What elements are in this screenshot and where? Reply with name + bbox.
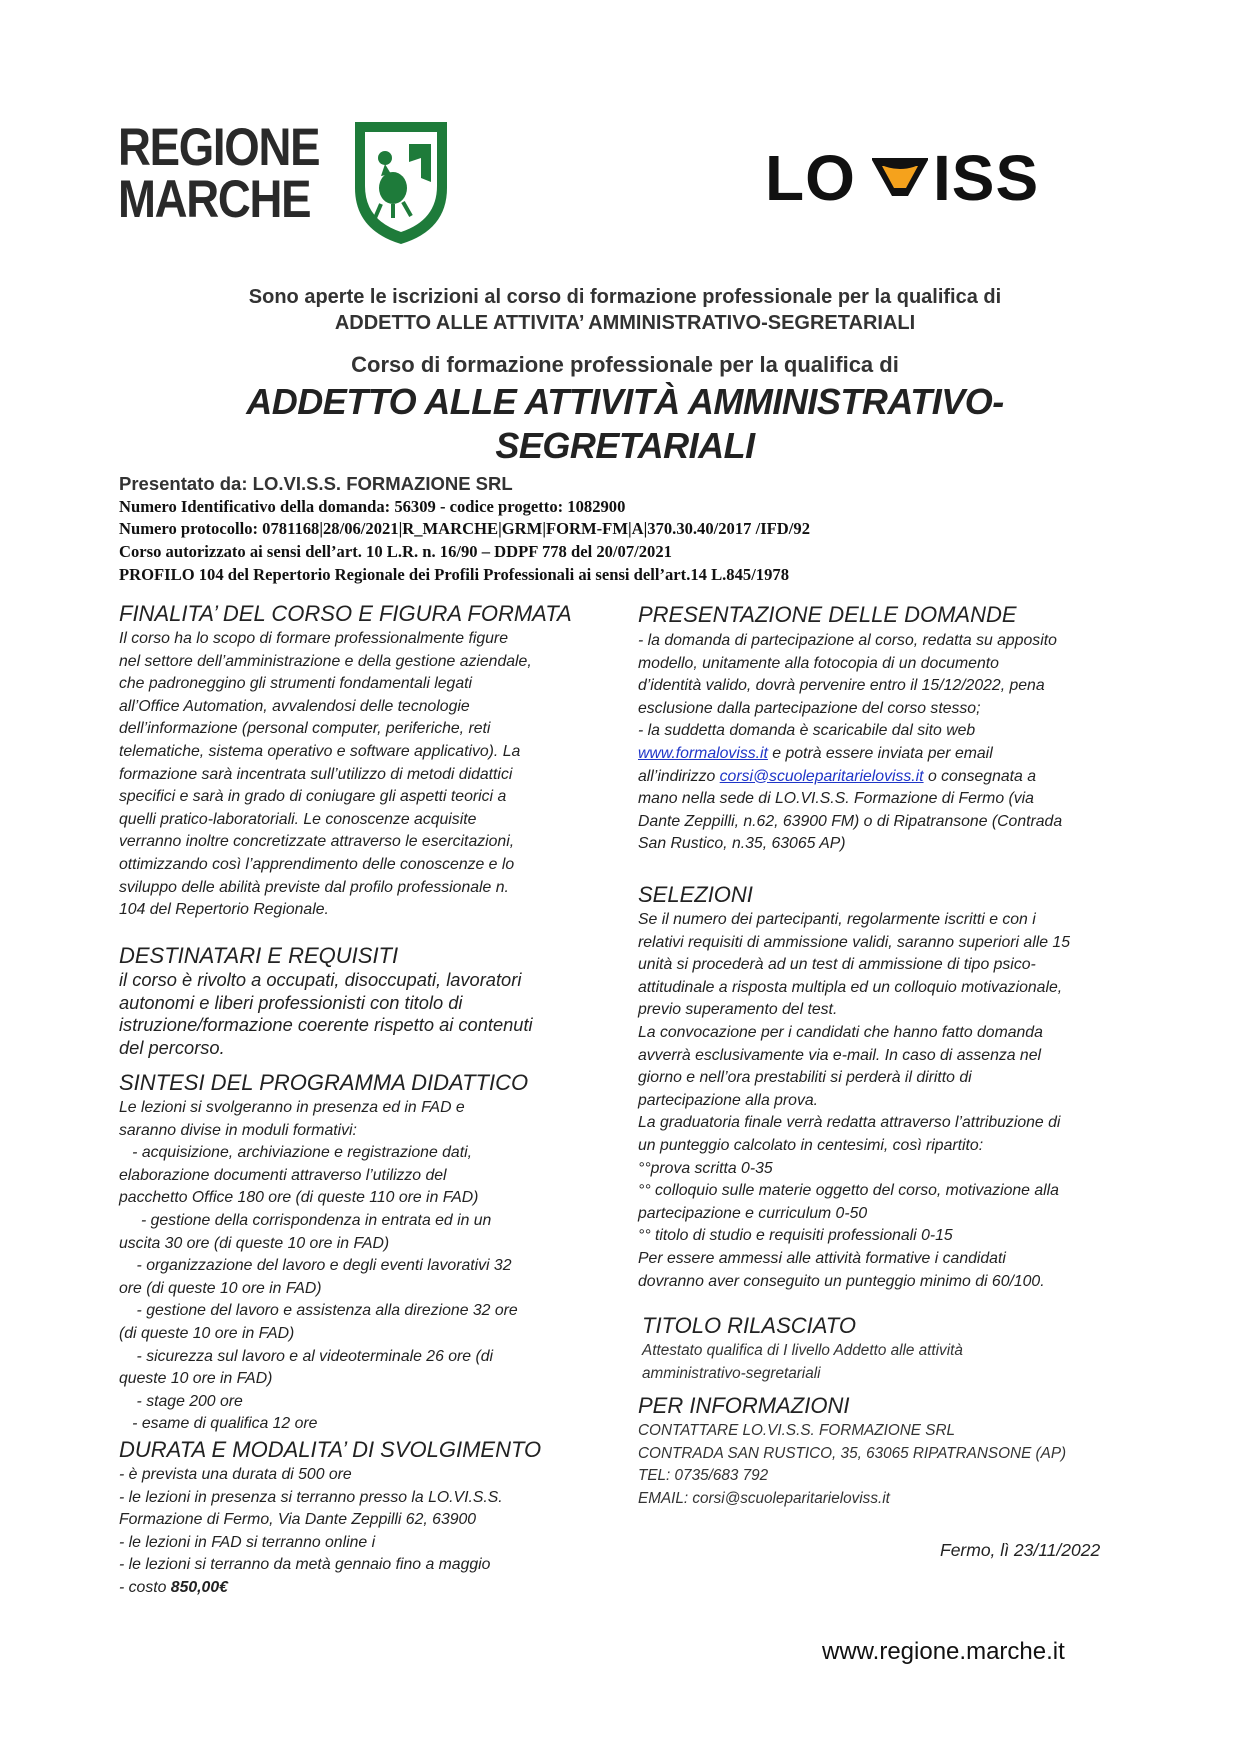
body-line: modello, unitamente alla fotocopia di un documento — [638, 654, 999, 672]
section-title-presentazione: PRESENTAZIONE DELLE DOMANDE — [638, 602, 1017, 627]
body-line: verranno inoltre concretizzate attraverso le esercitazioni, — [119, 833, 515, 851]
body-line: - la suddetta domanda è scaricabile dal sito web — [638, 722, 976, 740]
logo-text-marche: MARCHE — [118, 170, 311, 229]
footer-website[interactable]: www.regione.marche.it — [822, 1638, 1065, 1665]
body-line: giorno e nell’ora prestabiliti si perderà il diritto di — [638, 1069, 972, 1087]
body-line-email — [638, 766, 1062, 789]
selezioni-body — [638, 909, 1070, 1293]
body-line: - le lezioni in FAD si terranno online i — [119, 1533, 376, 1551]
body-line: - esame di qualifica 12 ore — [119, 1415, 318, 1433]
body-line: - la domanda di partecipazione al corso, redatta su apposito — [638, 632, 1057, 649]
body-line: - organizzazione del lavoro e degli eventi lavorativi 32 — [119, 1257, 512, 1275]
body-line: il corso è rivolto a occupati, disoccupati, lavoratori — [119, 969, 522, 990]
logo-text-lo: LO — [765, 142, 856, 214]
body-line-site — [638, 743, 1062, 766]
body-line: specifici e sarà in grado di coniugare gli aspetti teorici a — [119, 788, 507, 806]
body-line: che padroneggino gli strumenti fondamentali legati — [119, 675, 473, 693]
body-line: saranno divise in moduli formativi: — [119, 1121, 357, 1139]
course-title — [170, 380, 1080, 468]
body-line: istruzione/formazione coerente rispetto ai contenuti — [119, 1014, 533, 1036]
body-text: e potrà essere inviata per email — [767, 744, 993, 762]
section-title-titolo: TITOLO RILASCIATO — [642, 1313, 856, 1338]
body-line: all’Office Automation, avvalendosi delle tecnologie — [119, 697, 470, 715]
body-line: previo superamento del test. — [638, 1001, 838, 1019]
body-line: partecipazione e curriculum 0-50 — [638, 1204, 868, 1222]
destinatari-body — [119, 969, 533, 1059]
section-title-finalita: FINALITA’ DEL CORSO E FIGURA FORMATA — [119, 601, 572, 626]
body-line: San Rustico, n.35, 63065 AP) — [638, 835, 846, 853]
loviss-logo — [765, 142, 1125, 214]
body-line: dell’informazione (personal computer, periferiche, reti — [119, 720, 491, 738]
body-line: formazione sarà incentrata sull’utilizzo di metodi didattici — [119, 765, 513, 783]
body-line: - sicurezza sul lavoro e al videoterminale 26 ore (di — [119, 1347, 494, 1365]
body-line: queste 10 ore in FAD) — [119, 1370, 273, 1388]
regione-shield-icon — [351, 118, 451, 248]
section-title-sintesi: SINTESI DEL PROGRAMMA DIDATTICO — [119, 1070, 529, 1095]
body-line: EMAIL: corsi@scuoleparitarieloviss.it — [638, 1489, 890, 1507]
document-date: Fermo, lì 23/11/2022 — [940, 1540, 1101, 1560]
body-line: TEL: 0735/683 792 — [638, 1467, 769, 1485]
body-line: un punteggio calcolato in centesimi, così ripartito: — [638, 1136, 984, 1154]
body-line: ore (di queste 10 ore in FAD) — [119, 1279, 322, 1297]
course-subtitle: Corso di formazione professionale per la qualifica di — [351, 352, 899, 377]
body-line: - le lezioni si terranno da metà gennaio fino a maggio — [119, 1556, 491, 1574]
body-line: del percorso. — [119, 1036, 225, 1058]
body-text: o consegnata a — [923, 767, 1036, 785]
body-line: CONTATTARE LO.VI.S.S. FORMAZIONE SRL — [638, 1422, 956, 1439]
body-line: Il corso ha lo scopo di formare professionalmente figure — [119, 630, 508, 647]
body-line: amministrativo-segretariali — [642, 1364, 821, 1382]
body-line: - le lezioni in presenza si terranno presso la LO.VI.S.S. — [119, 1488, 503, 1506]
course-title-line: SEGRETARIALI — [495, 425, 755, 466]
body-line: autonomi e liberi professionisti con titolo di — [119, 991, 463, 1013]
body-line: (di queste 10 ore in FAD) — [119, 1324, 295, 1342]
cost-value: 850,00€ — [170, 1578, 228, 1596]
body-line: dovranno aver conseguito un punteggio minimo di 60/100. — [638, 1272, 1045, 1290]
info-line: Corso autorizzato ai sensi dell’art. 10 L.R. n. 16/90 – DDPF 778 del 20/07/2021 — [119, 542, 672, 561]
presentazione-body — [638, 630, 1062, 856]
logo-text-iss: ISS — [933, 142, 1040, 214]
logo-text-regione: REGIONE — [118, 118, 320, 177]
section-title-selezioni: SELEZIONI — [638, 882, 753, 907]
body-line: relativi requisiti di ammissione validi, saranno superiori alle 15 — [638, 933, 1070, 951]
info-line: PROFILO 104 del Repertorio Regionale dei Profili Professionali ai sensi dell’art.14 L.845/1978 — [119, 565, 789, 584]
body-line: uscita 30 ore (di queste 10 ore in FAD) — [119, 1234, 390, 1252]
body-line: pacchetto Office 180 ore (di queste 110 ore in FAD) — [119, 1189, 479, 1207]
body-line: °° titolo di studio e requisiti professionali 0-15 — [638, 1227, 953, 1245]
body-line: - gestione del lavoro e assistenza alla direzione 32 ore — [119, 1302, 518, 1320]
cost-label: - costo — [119, 1578, 171, 1596]
durata-body — [119, 1464, 503, 1600]
body-line: mano nella sede di LO.VI.S.S. Formazione di Fermo (via — [638, 790, 1034, 808]
sintesi-body — [119, 1097, 518, 1436]
body-line: Se il numero dei partecipanti, regolarmente iscritti e con i — [638, 911, 1036, 928]
intro-line: ADDETTO ALLE ATTIVITA’ AMMINISTRATIVO-SEGRETARIALI — [334, 312, 916, 334]
info-line: Numero Identificativo della domanda: 56309 - codice progetto: 1082900 — [119, 497, 626, 516]
intro-announcement — [150, 284, 1100, 336]
info-line: Numero protocollo: 0781168|28/06/2021|R_MARCHE|GRM|FORM-FM|A|370.30.40/2017 /IFD/92 — [119, 519, 810, 538]
body-line: unità si procederà ad un test di ammissione di tipo psico- — [638, 956, 1036, 974]
section-title-durata: DURATA E MODALITA’ DI SVOLGIMENTO — [119, 1437, 542, 1462]
body-line: d’identità valido, dovrà pervenire entro il 15/12/2022, pena — [638, 677, 1045, 695]
body-line: partecipazione alla prova. — [638, 1091, 819, 1109]
body-line: - acquisizione, archiviazione e registrazione dati, — [119, 1144, 472, 1162]
cost-line — [119, 1577, 503, 1600]
titolo-body — [642, 1340, 963, 1385]
body-line: - gestione della corrispondenza in entrata ed in un — [119, 1211, 492, 1229]
body-line: avverrà esclusivamente via e-mail. In caso di assenza nel — [638, 1046, 1042, 1064]
body-line: - è prevista una durata di 500 ore — [119, 1466, 352, 1483]
body-line: Dante Zeppilli, n.62, 63900 FM) o di Ripatransone (Contrada — [638, 812, 1063, 830]
finalita-body — [119, 628, 532, 922]
loviss-v-icon — [870, 154, 930, 199]
body-line: Formazione di Fermo, Via Dante Zeppilli 62, 63900 — [119, 1511, 477, 1529]
body-line: °°prova scritta 0-35 — [638, 1159, 773, 1177]
body-line: - stage 200 ore — [119, 1392, 243, 1410]
regione-marche-logo — [118, 118, 453, 248]
body-line: Attestato qualifica di I livello Addetto alle attività — [642, 1342, 963, 1359]
body-line: attitudinale a risposta multipla ed un colloquio motivazionale, — [638, 978, 1063, 996]
section-title-informazioni: PER INFORMAZIONI — [638, 1393, 850, 1418]
email-link[interactable]: corsi@scuoleparitarieloviss.it — [719, 767, 924, 785]
body-line: telematiche, sistema operativo e software applicativo). La — [119, 742, 521, 760]
section-title-destinatari: DESTINATARI E REQUISITI — [119, 943, 399, 968]
course-title-line: ADDETTO ALLE ATTIVITÀ AMMINISTRATIVO- — [246, 381, 1004, 422]
body-line: 104 del Repertorio Regionale. — [119, 901, 329, 919]
informazioni-body — [638, 1420, 1066, 1510]
body-text: all’indirizzo — [638, 767, 720, 785]
body-line: Le lezioni si svolgeranno in presenza ed in FAD e — [119, 1099, 465, 1116]
intro-line: Sono aperte le iscrizioni al corso di formazione professionale per la qualifica di — [248, 286, 1002, 308]
body-line: La convocazione per i candidati che hanno fatto domanda — [638, 1023, 1043, 1041]
body-line: elaborazione documenti attraverso l’utilizzo del — [119, 1166, 447, 1184]
website-link[interactable]: www.formaloviss.it — [638, 744, 768, 762]
body-line: ottimizzando così l’apprendimento delle conoscenze e lo — [119, 855, 515, 873]
body-line: nel settore dell’amministrazione e della gestione aziendale, — [119, 652, 532, 670]
body-line: sviluppo delle abilità previste dal profilo professionale n. — [119, 878, 509, 896]
body-line: Per essere ammessi alle attività formative i candidati — [638, 1249, 1006, 1267]
presented-by: Presentato da: LO.VI.S.S. FORMAZIONE SRL — [119, 473, 513, 494]
body-line: °° colloquio sulle materie oggetto del corso, motivazione alla — [638, 1182, 1059, 1200]
body-line: esclusione dalla partecipazione del corso stesso; — [638, 699, 981, 717]
body-line: CONTRADA SAN RUSTICO, 35, 63065 RIPATRANSONE (AP) — [638, 1444, 1067, 1462]
body-line: quelli pratico-laboratoriali. Le conoscenze acquisite — [119, 810, 477, 828]
body-line: La graduatoria finale verrà redatta attraverso l’attribuzione di — [638, 1114, 1061, 1132]
